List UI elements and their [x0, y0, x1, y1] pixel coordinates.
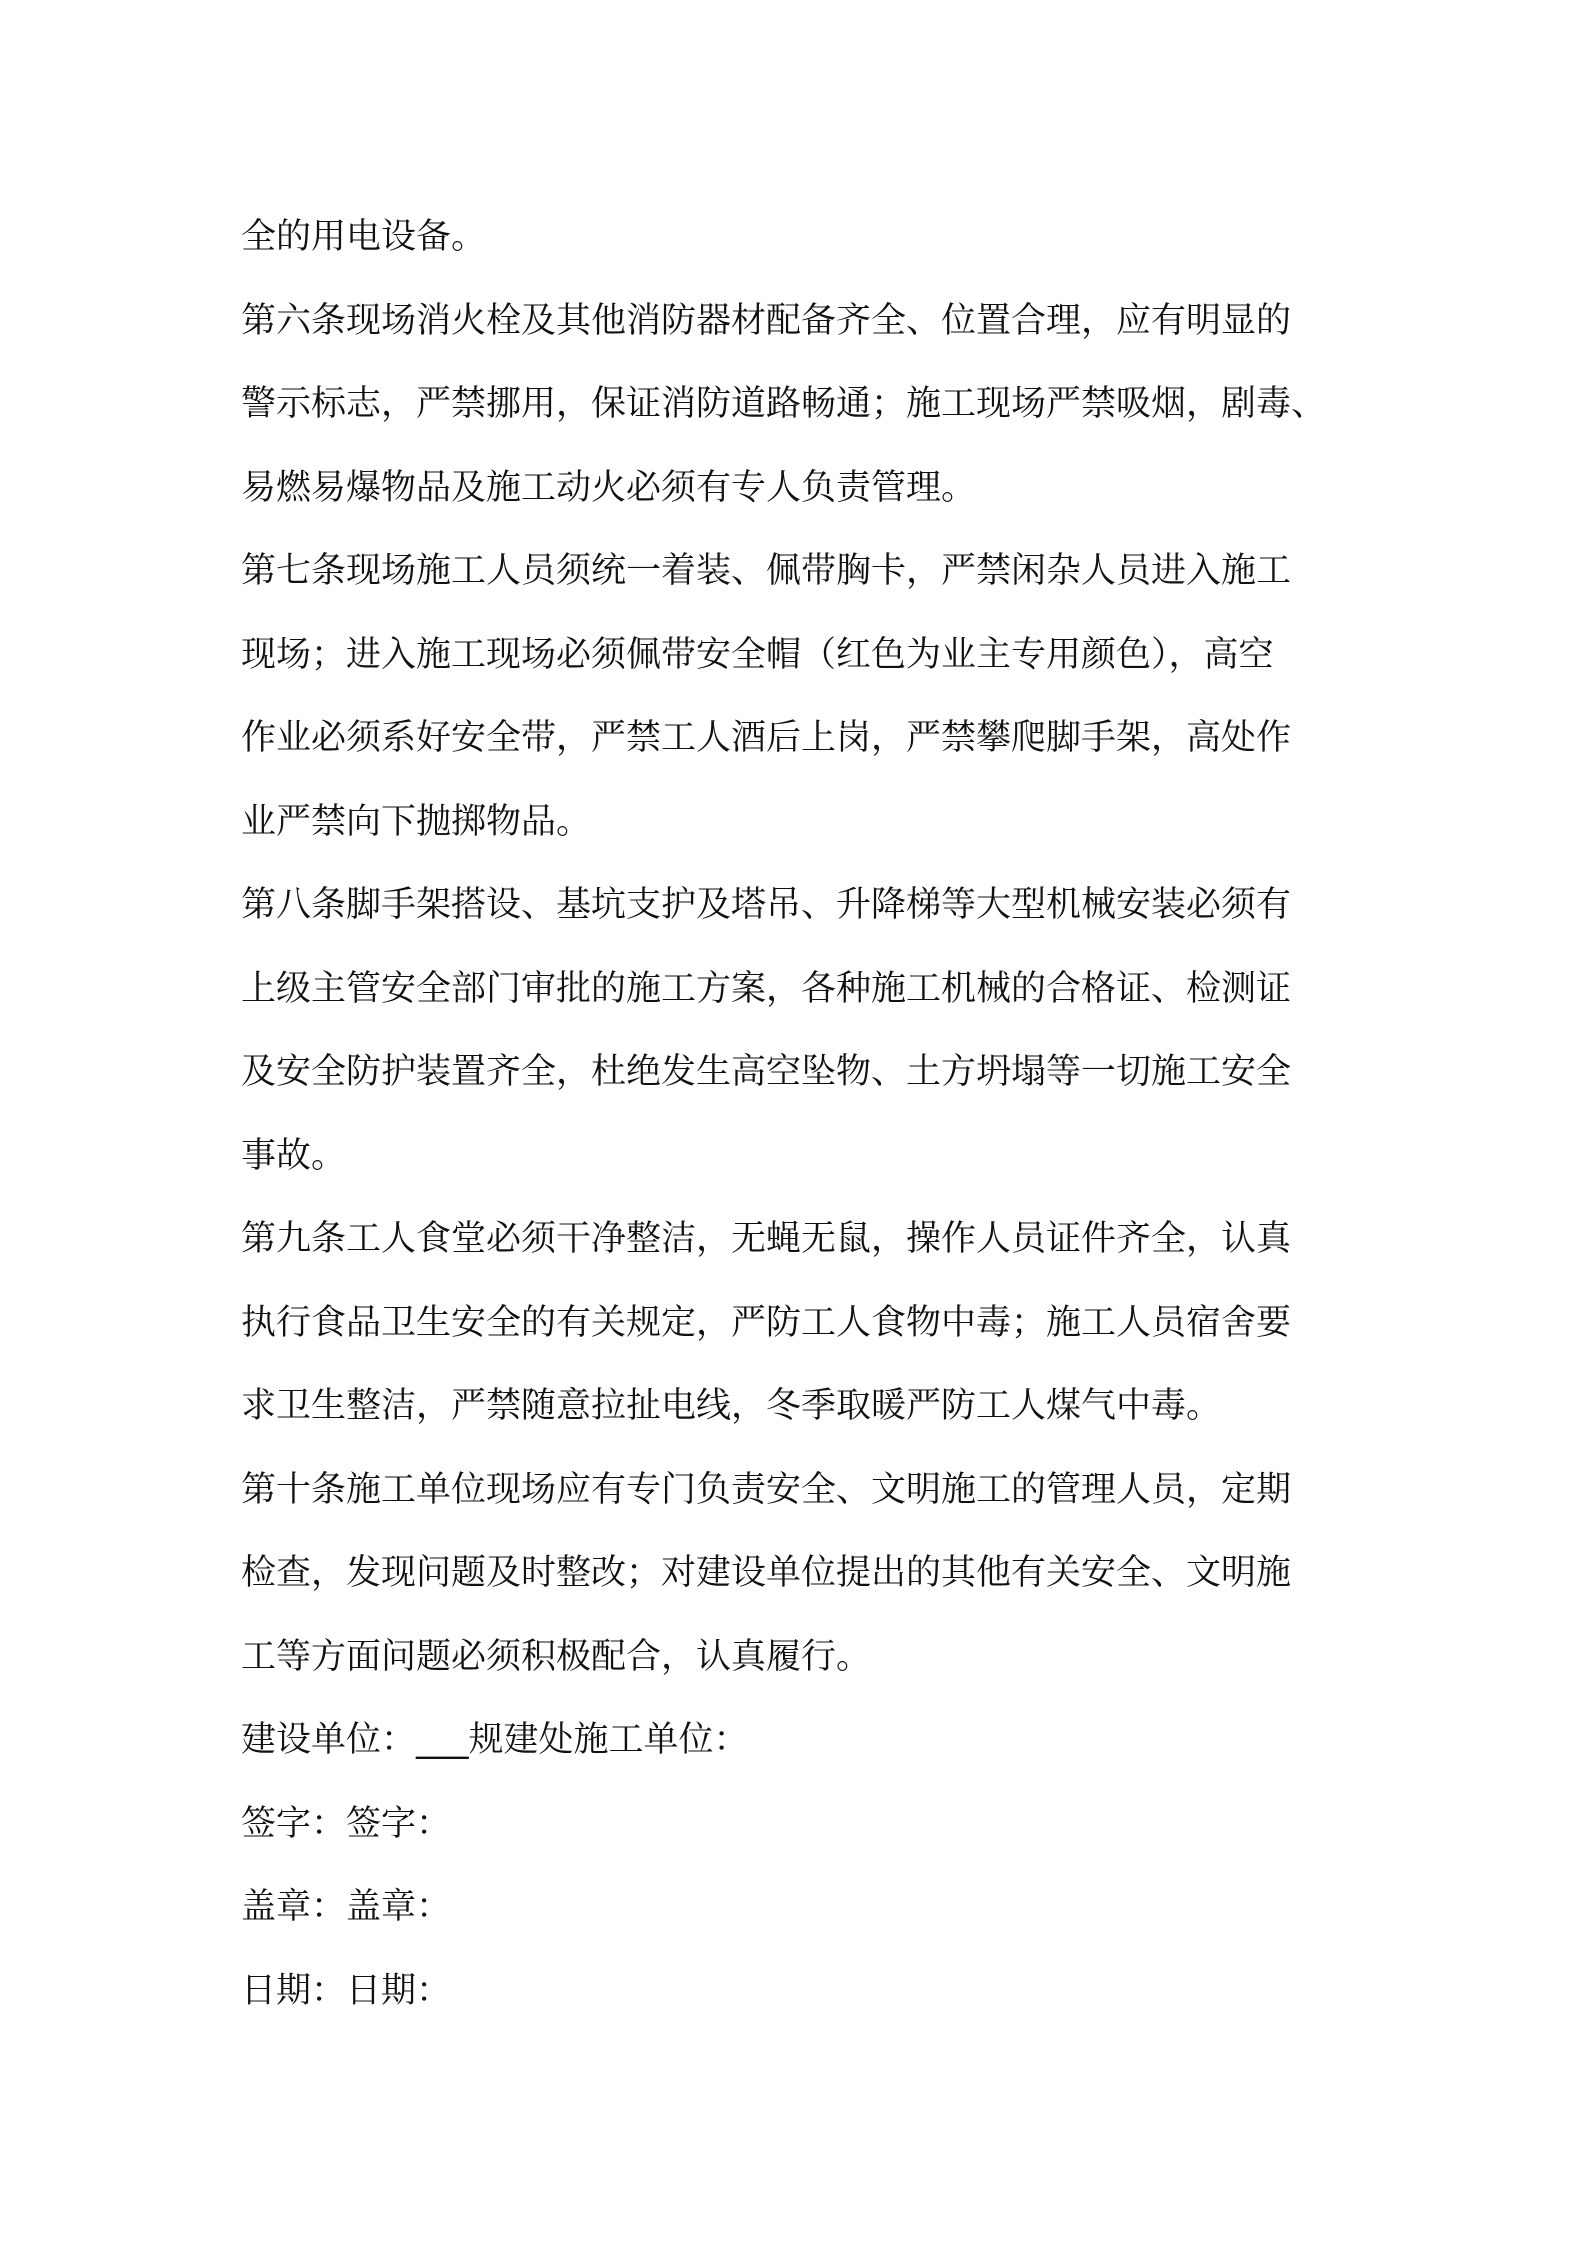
signature-units-line: 建设单位：___规建处施工单位： [241, 1720, 749, 1760]
article-8-line-2: 上级主管安全部门审批的施工方案，各种施工机械的合格证、检测证 [241, 968, 1292, 1009]
article-8-line-3: 及安全防护装置齐全，杜绝发生高空坠物、土方坍塌等一切施工安全 [241, 1052, 1292, 1092]
article-9-line-1: 第九条工人食堂必须干净整洁，无蝇无鼠，操作人员证件齐全，认真 [241, 1219, 1292, 1259]
article-10-line-2: 检查，发现问题及时整改；对建设单位提出的其他有关安全、文明施 [241, 1553, 1292, 1593]
article-10-line-1: 第十条施工单位现场应有专门负责安全、文明施工的管理人员，定期 [241, 1469, 1292, 1510]
article-7-line-1: 第七条现场施工人员须统一着装、佩带胸卡，严禁闲杂人员进入施工 [241, 551, 1292, 591]
signature-seal-line: 盖章：盖章： [241, 1887, 452, 1927]
article-6-line-1: 第六条现场消火栓及其他消防器材配备齐全、位置合理，应有明显的 [241, 300, 1292, 341]
article-9-line-3: 求卫生整洁，严禁随意拉扯电线，冬季取暖严防工人煤气中毒。 [241, 1386, 1222, 1426]
article-7-line-4: 业严禁向下抛掷物品。 [241, 801, 592, 842]
article-8-line-4: 事故。 [241, 1135, 347, 1176]
document-body [241, 196, 1361, 2033]
article-9-line-2: 执行食品卫生安全的有关规定，严防工人食物中毒；施工人员宿舍要 [241, 1302, 1292, 1343]
article-8-line-1: 第八条脚手架搭设、基坑支护及塔吊、升降梯等大型机械安装必须有 [241, 885, 1292, 925]
article-6-line-2: 警示标志，严禁挪用，保证消防道路畅通；施工现场严禁吸烟，剧毒、 [241, 384, 1327, 424]
article-6-line-3: 易燃易爆物品及施工动火必须有专人负责管理。 [241, 467, 977, 508]
signature-sign-line: 签字：签字： [241, 1803, 452, 1844]
article-7-line-3: 作业必须系好安全带，严禁工人酒后上岗，严禁攀爬脚手架，高处作 [241, 718, 1292, 758]
text-line-continuation: 全的用电设备。 [241, 217, 487, 257]
article-7-line-2: 现场；进入施工现场必须佩带安全帽（红色为业主专用颜色），高空 [241, 634, 1274, 675]
signature-date-line: 日期：日期： [241, 1970, 452, 2011]
article-10-line-3: 工等方面问题必须积极配合，认真履行。 [241, 1636, 872, 1677]
